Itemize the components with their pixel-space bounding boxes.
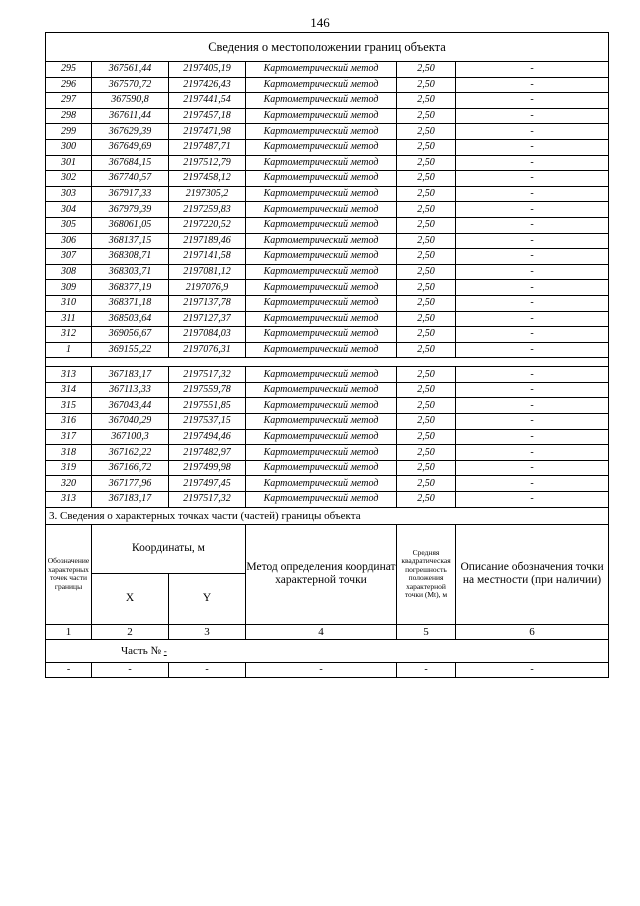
cell-method: Картометрический метод	[246, 264, 397, 280]
table-row	[46, 280, 609, 296]
cell-point-number: 315	[46, 398, 92, 414]
cell-coord-x: 367590,8	[92, 93, 169, 109]
cell-coord-x: 367183,17	[92, 367, 169, 383]
cell-coord-y: 2197517,32	[169, 492, 246, 508]
cell-coord-x: 367684,15	[92, 155, 169, 171]
cell-method: Картометрический метод	[246, 233, 397, 249]
cell-method: Картометрический метод	[246, 414, 397, 430]
cell-method: Картометрический метод	[246, 311, 397, 327]
cell-method: Картометрический метод	[246, 217, 397, 233]
header-point-designation: Обозначение характерных точек части границы	[46, 524, 92, 624]
table-row	[46, 93, 609, 109]
table-row	[46, 414, 609, 430]
cell-coord-x: 369056,67	[92, 327, 169, 343]
cell-description: -	[456, 62, 609, 78]
cell-point-number: 319	[46, 460, 92, 476]
cell-description: -	[456, 155, 609, 171]
cell-point-number: 298	[46, 108, 92, 124]
table-row	[46, 327, 609, 343]
cell-point-number: 299	[46, 124, 92, 140]
cell-description: -	[456, 280, 609, 296]
cell-point-number: 318	[46, 445, 92, 461]
separator-cell	[46, 358, 609, 367]
cell-coord-x: 367561,44	[92, 62, 169, 78]
title-row	[46, 33, 609, 62]
table-row	[46, 77, 609, 93]
column-number: 2	[92, 624, 169, 639]
cell-accuracy: 2,50	[397, 382, 456, 398]
table-row	[46, 429, 609, 445]
cell-accuracy: 2,50	[397, 171, 456, 187]
cell-description: -	[456, 367, 609, 383]
cell-coord-x: 367113,33	[92, 382, 169, 398]
table-row	[46, 155, 609, 171]
cell-accuracy: 2,50	[397, 460, 456, 476]
cell-description: -	[456, 414, 609, 430]
cell-coord-x: 367917,33	[92, 186, 169, 202]
header-row	[46, 524, 609, 573]
cell-method: Картометрический метод	[246, 445, 397, 461]
cell-point-number: 310	[46, 295, 92, 311]
separator-row	[46, 358, 609, 367]
boundary-table	[45, 32, 609, 678]
cell-coord-y: 2197127,37	[169, 311, 246, 327]
table-row	[46, 476, 609, 492]
cell-point-number: 305	[46, 217, 92, 233]
cell-method: Картометрический метод	[246, 93, 397, 109]
cell-accuracy: 2,50	[397, 233, 456, 249]
cell-accuracy: 2,50	[397, 367, 456, 383]
cell-description: -	[456, 202, 609, 218]
cell-description: -	[456, 108, 609, 124]
cell-accuracy: 2,50	[397, 264, 456, 280]
cell-method: Картометрический метод	[246, 295, 397, 311]
cell-coord-x: 368503,64	[92, 311, 169, 327]
cell-description: -	[456, 429, 609, 445]
cell-accuracy: 2,50	[397, 476, 456, 492]
cell-accuracy: 2,50	[397, 249, 456, 265]
column-number: 5	[397, 624, 456, 639]
cell-description: -	[456, 445, 609, 461]
cell-coord-x: 367177,96	[92, 476, 169, 492]
cell-coord-x: 367649,69	[92, 139, 169, 155]
cell-method: Картометрический метод	[246, 202, 397, 218]
cell-accuracy: 2,50	[397, 108, 456, 124]
table-row	[46, 249, 609, 265]
cell-coord-x: 368308,71	[92, 249, 169, 265]
cell-method: Картометрический метод	[246, 492, 397, 508]
table-row	[46, 264, 609, 280]
table-row	[46, 217, 609, 233]
cell-coord-y: 2197551,85	[169, 398, 246, 414]
cell-accuracy: 2,50	[397, 186, 456, 202]
cell-coord-y: 2197076,31	[169, 342, 246, 358]
cell-accuracy: 2,50	[397, 93, 456, 109]
header-method: Метод определения координат характерной точки	[246, 524, 397, 624]
cell-method: Картометрический метод	[246, 249, 397, 265]
cell-method: Картометрический метод	[246, 342, 397, 358]
cell-point-number: 307	[46, 249, 92, 265]
cell-coord-y: 2197081,12	[169, 264, 246, 280]
column-number: 1	[46, 624, 92, 639]
table-row	[46, 295, 609, 311]
part-value: -	[163, 645, 167, 656]
cell-coord-x: 367570,72	[92, 77, 169, 93]
cell-description: -	[456, 217, 609, 233]
cell-method: Картометрический метод	[246, 429, 397, 445]
cell-description: -	[456, 77, 609, 93]
column-number: 4	[246, 624, 397, 639]
cell-point-number: 306	[46, 233, 92, 249]
table-title: Сведения о местоположении границ объекта	[46, 33, 609, 62]
cell-coord-y: 2197458,12	[169, 171, 246, 187]
cell-description: -	[456, 382, 609, 398]
cell-description: -	[456, 139, 609, 155]
cell-method: Картометрический метод	[246, 186, 397, 202]
cell-coord-x: 367100,3	[92, 429, 169, 445]
table-row	[46, 311, 609, 327]
table-row	[46, 398, 609, 414]
cell-coord-y: 2197305,2	[169, 186, 246, 202]
cell-coord-x: 367740,57	[92, 171, 169, 187]
cell-accuracy: 2,50	[397, 139, 456, 155]
cell-accuracy: 2,50	[397, 124, 456, 140]
part-row	[46, 639, 609, 662]
table-row	[46, 233, 609, 249]
cell-description: -	[456, 460, 609, 476]
cell-accuracy: 2,50	[397, 492, 456, 508]
cell-accuracy: 2,50	[397, 342, 456, 358]
cell-coord-y: 2197457,18	[169, 108, 246, 124]
part-label: Часть №	[121, 644, 161, 657]
cell-point-number: 313	[46, 492, 92, 508]
cell-description: -	[456, 171, 609, 187]
header-x: X	[92, 573, 169, 624]
table-row	[46, 460, 609, 476]
cell-coord-y: 2197471,98	[169, 124, 246, 140]
cell-point-number: 316	[46, 414, 92, 430]
cell-coord-y: 2197512,79	[169, 155, 246, 171]
cell-method: Картометрический метод	[246, 124, 397, 140]
cell-coord-y: 2197497,45	[169, 476, 246, 492]
table-row	[46, 139, 609, 155]
cell-point-number: 1	[46, 342, 92, 358]
cell-coord-x: 368377,19	[92, 280, 169, 296]
cell-method: Картометрический метод	[246, 155, 397, 171]
cell-description: -	[456, 398, 609, 414]
cell-point-number: 300	[46, 139, 92, 155]
cell-accuracy: 2,50	[397, 295, 456, 311]
cell-coord-x: 367611,44	[92, 108, 169, 124]
cell-point-number: 309	[46, 280, 92, 296]
cell-description: -	[456, 342, 609, 358]
cell-description: -	[456, 124, 609, 140]
cell-description: -	[456, 249, 609, 265]
cell-coord-y: 2197220,52	[169, 217, 246, 233]
cell-point-number: 314	[46, 382, 92, 398]
cell-coord-x: 368061,05	[92, 217, 169, 233]
header-accuracy: Средняя квадратическая погрешность положения характерной точки (Мt), м	[397, 524, 456, 624]
column-number: 6	[456, 624, 609, 639]
cell-description: -	[456, 311, 609, 327]
cell-coord-x: 367043,44	[92, 398, 169, 414]
cell-accuracy: 2,50	[397, 414, 456, 430]
cell-description: -	[456, 264, 609, 280]
cell-coord-x: 367183,17	[92, 492, 169, 508]
cell-coord-y: 2197189,46	[169, 233, 246, 249]
table-row	[46, 445, 609, 461]
cell-coord-x: 369155,22	[92, 342, 169, 358]
cell-description: -	[456, 295, 609, 311]
cell-accuracy: 2,50	[397, 429, 456, 445]
table-row	[46, 492, 609, 508]
page-number: 146	[310, 15, 330, 30]
cell-point-number: 312	[46, 327, 92, 343]
cell-method: Картометрический метод	[246, 77, 397, 93]
cell-accuracy: 2,50	[397, 280, 456, 296]
cell-method: Картометрический метод	[246, 367, 397, 383]
cell-point-number: 295	[46, 62, 92, 78]
cell-accuracy: 2,50	[397, 445, 456, 461]
table-row	[46, 171, 609, 187]
cell-coord-y: 2197559,78	[169, 382, 246, 398]
column-numbers-row	[46, 624, 609, 639]
cell-accuracy: 2,50	[397, 217, 456, 233]
cell-point-number: 317	[46, 429, 92, 445]
cell-accuracy: 2,50	[397, 62, 456, 78]
cell-description: -	[456, 327, 609, 343]
cell-coord-y: 2197499,98	[169, 460, 246, 476]
cell-coord-y: 2197259,83	[169, 202, 246, 218]
table-row	[46, 108, 609, 124]
cell-coord-y: 2197084,03	[169, 327, 246, 343]
cell-coord-x: 367166,72	[92, 460, 169, 476]
cell-coord-y: 2197076,9	[169, 280, 246, 296]
cell-point-number: 297	[46, 93, 92, 109]
cell-point-number: 313	[46, 367, 92, 383]
cell-accuracy: 2,50	[397, 155, 456, 171]
cell-coord-y: 2197517,32	[169, 367, 246, 383]
cell-coord-y: 2197537,15	[169, 414, 246, 430]
cell-method: -	[246, 662, 397, 678]
cell-point-number: 304	[46, 202, 92, 218]
cell-coord-y: 2197482,97	[169, 445, 246, 461]
cell-coord-x: 367040,29	[92, 414, 169, 430]
cell-coord-y: 2197494,46	[169, 429, 246, 445]
cell-description: -	[456, 662, 609, 678]
cell-coord-y: 2197441,54	[169, 93, 246, 109]
cell-method: Картометрический метод	[246, 382, 397, 398]
header-coordinates: Координаты, м	[92, 524, 246, 573]
cell-coord-x: 368137,15	[92, 233, 169, 249]
header-y: Y	[169, 573, 246, 624]
table-row	[46, 662, 609, 678]
cell-point-number: 308	[46, 264, 92, 280]
cell-accuracy: 2,50	[397, 327, 456, 343]
header-description: Описание обозначения точки на местности (при наличии)	[456, 524, 609, 624]
cell-method: Картометрический метод	[246, 171, 397, 187]
cell-coord-x: 368303,71	[92, 264, 169, 280]
cell-coord-y: 2197405,19	[169, 62, 246, 78]
cell-accuracy: -	[397, 662, 456, 678]
cell-coord-x: 368371,18	[92, 295, 169, 311]
cell-point-number: 311	[46, 311, 92, 327]
cell-method: Картометрический метод	[246, 327, 397, 343]
table-row	[46, 124, 609, 140]
cell-accuracy: 2,50	[397, 398, 456, 414]
cell-method: Картометрический метод	[246, 460, 397, 476]
cell-coord-x: 367162,22	[92, 445, 169, 461]
cell-description: -	[456, 476, 609, 492]
cell-coord-y: 2197137,78	[169, 295, 246, 311]
table-row	[46, 62, 609, 78]
cell-description: -	[456, 186, 609, 202]
cell-method: Картометрический метод	[246, 476, 397, 492]
cell-method: Картометрический метод	[246, 398, 397, 414]
table-row	[46, 342, 609, 358]
cell-coord-x: 367629,39	[92, 124, 169, 140]
section3-title: 3. Сведения о характерных точках части (частей) границы объекта	[46, 507, 609, 524]
cell-point-number: 320	[46, 476, 92, 492]
cell-point-number: 303	[46, 186, 92, 202]
table-row	[46, 202, 609, 218]
table-row	[46, 382, 609, 398]
cell-coord-x: 367979,39	[92, 202, 169, 218]
cell-point-number: 301	[46, 155, 92, 171]
cell-description: -	[456, 233, 609, 249]
cell-coord-y: 2197487,71	[169, 139, 246, 155]
part-cell	[46, 639, 609, 662]
cell-method: Картометрический метод	[246, 108, 397, 124]
cell-point-number: 296	[46, 77, 92, 93]
cell-description: -	[456, 492, 609, 508]
cell-coord-y: -	[169, 662, 246, 678]
cell-method: Картометрический метод	[246, 139, 397, 155]
cell-coord-y: 2197426,43	[169, 77, 246, 93]
section3-title-row	[46, 507, 609, 524]
cell-method: Картометрический метод	[246, 280, 397, 296]
cell-accuracy: 2,50	[397, 77, 456, 93]
table-row	[46, 186, 609, 202]
table-row	[46, 367, 609, 383]
cell-method: Картометрический метод	[246, 62, 397, 78]
cell-coord-y: 2197141,58	[169, 249, 246, 265]
cell-accuracy: 2,50	[397, 202, 456, 218]
cell-point-number: 302	[46, 171, 92, 187]
cell-description: -	[456, 93, 609, 109]
cell-point-number: -	[46, 662, 92, 678]
cell-accuracy: 2,50	[397, 311, 456, 327]
cell-coord-x: -	[92, 662, 169, 678]
column-number: 3	[169, 624, 246, 639]
